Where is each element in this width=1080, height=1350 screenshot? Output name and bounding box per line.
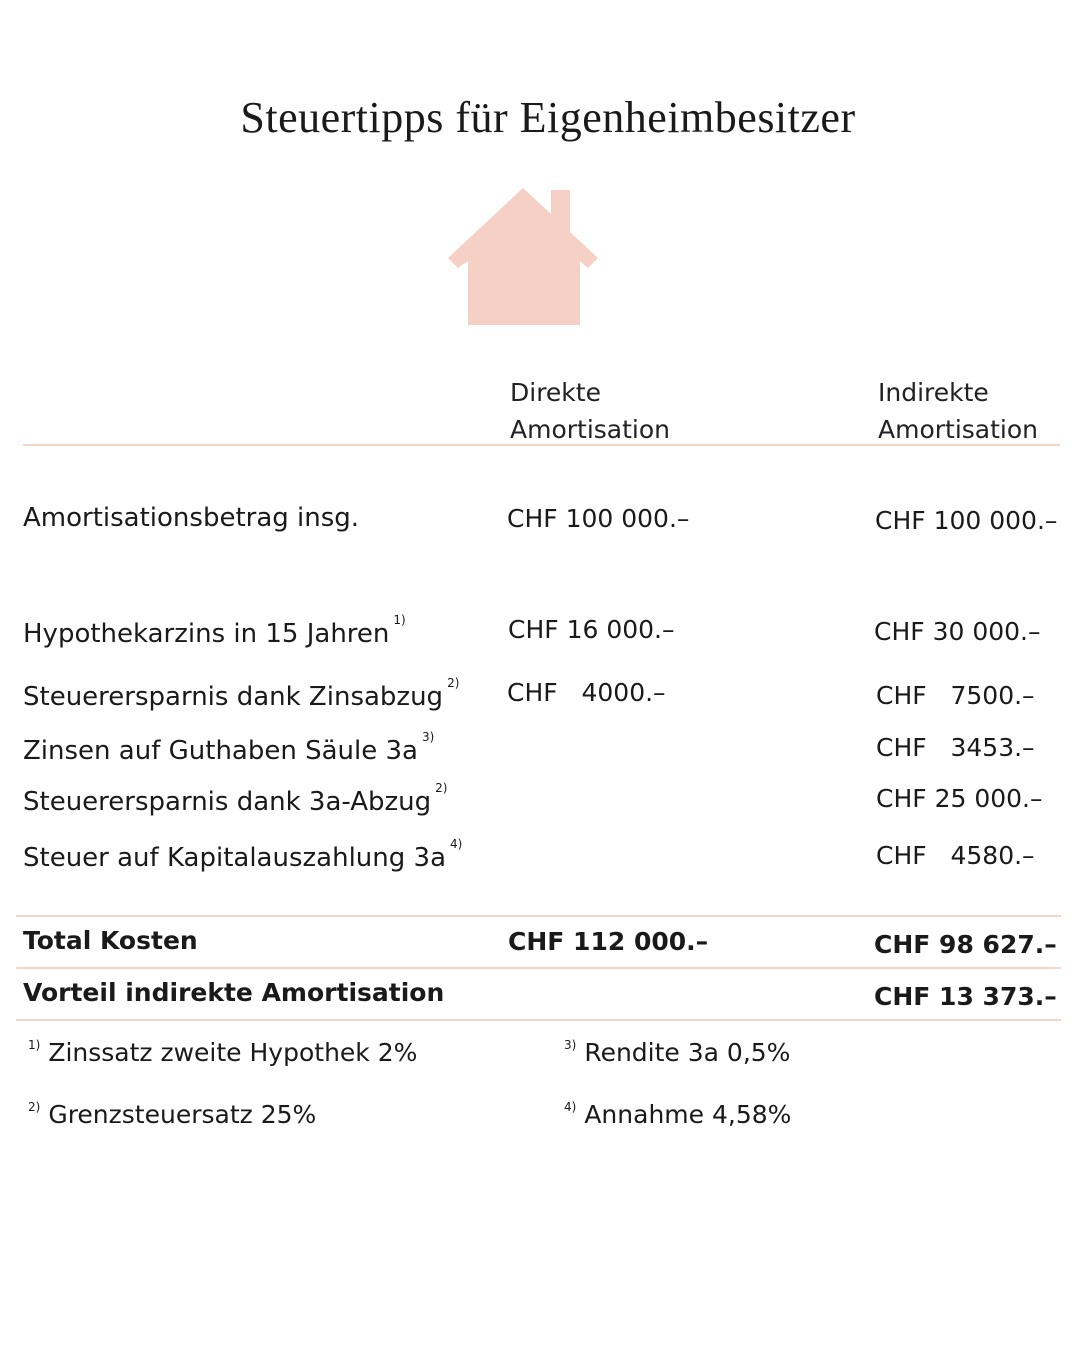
total-costs-label: Total Kosten bbox=[23, 926, 198, 955]
row-label-hypothekarzins: Hypothekarzins in 15 Jahren $^{1)}$ bbox=[23, 613, 406, 649]
row-value-direct: CHF 100 000.– bbox=[507, 504, 690, 533]
row-value-indirect: CHF 3453.– bbox=[876, 733, 1035, 762]
row-value-indirect: CHF 7500.– bbox=[876, 681, 1035, 710]
row-value-indirect: CHF 30 000.– bbox=[874, 617, 1041, 646]
column-header-indirect: Indirekte Amortisation bbox=[878, 378, 1039, 444]
row-value-indirect: CHF 4580.– bbox=[876, 841, 1035, 870]
row-label-amortisationsbetrag: Amortisationsbetrag insg. bbox=[23, 503, 360, 533]
footnote-3: $^{3)}$ Rendite 3a 0,5% bbox=[564, 1038, 791, 1067]
advantage-label: Vorteil indirekte Amortisation bbox=[23, 978, 445, 1007]
row-label-steuerersparnis-zinsabzug: Steuerersparnis dank Zinsabzug $^{2)}$ bbox=[23, 676, 460, 712]
footnote-mark: 3) bbox=[421, 730, 435, 744]
row-value-indirect: CHF 100 000.– bbox=[875, 506, 1058, 535]
footnote-2: $^{2)}$ Grenzsteuersatz 25% bbox=[28, 1100, 317, 1129]
footnote-1: $^{1)}$ Zinssatz zweite Hypothek 2% bbox=[28, 1038, 418, 1067]
totals-divider bbox=[16, 915, 1061, 917]
page-title: Steuertipps für Eigenheimbesitzer bbox=[240, 93, 856, 142]
row-value-direct: CHF 4000.– bbox=[507, 678, 666, 707]
advantage-indirect: CHF 13 373.– bbox=[874, 982, 1057, 1011]
footnote-mark: 2) bbox=[447, 676, 460, 690]
footnote-mark: 4) bbox=[450, 837, 463, 851]
row-label-steuer-kapitalauszahlung: Steuer auf Kapitalauszahlung 3a $^{4)}$ bbox=[23, 837, 463, 873]
footnote-mark: 1) bbox=[393, 613, 406, 627]
total-costs-indirect: CHF 98 627.– bbox=[874, 930, 1057, 959]
row-value-direct: CHF 16 000.– bbox=[508, 615, 675, 644]
header-divider bbox=[23, 444, 1060, 446]
footnote-mark: 2) bbox=[435, 781, 448, 795]
footnote-4: $^{4)}$ Annahme 4,58% bbox=[564, 1100, 792, 1129]
advantage-divider bbox=[16, 967, 1061, 969]
row-label-steuerersparnis-3a: Steuerersparnis dank 3a-Abzug $^{2)}$ bbox=[23, 781, 448, 817]
row-label-zinsen-guthaben: Zinsen auf Guthaben Säule 3a $^{3)}$ bbox=[23, 730, 435, 766]
row-value-indirect: CHF 25 000.– bbox=[876, 784, 1043, 813]
column-header-direct: Direkte Amortisation bbox=[510, 378, 671, 444]
house-icon bbox=[448, 188, 598, 325]
footnotes-divider bbox=[16, 1019, 1061, 1021]
total-costs-direct: CHF 112 000.– bbox=[508, 927, 709, 956]
